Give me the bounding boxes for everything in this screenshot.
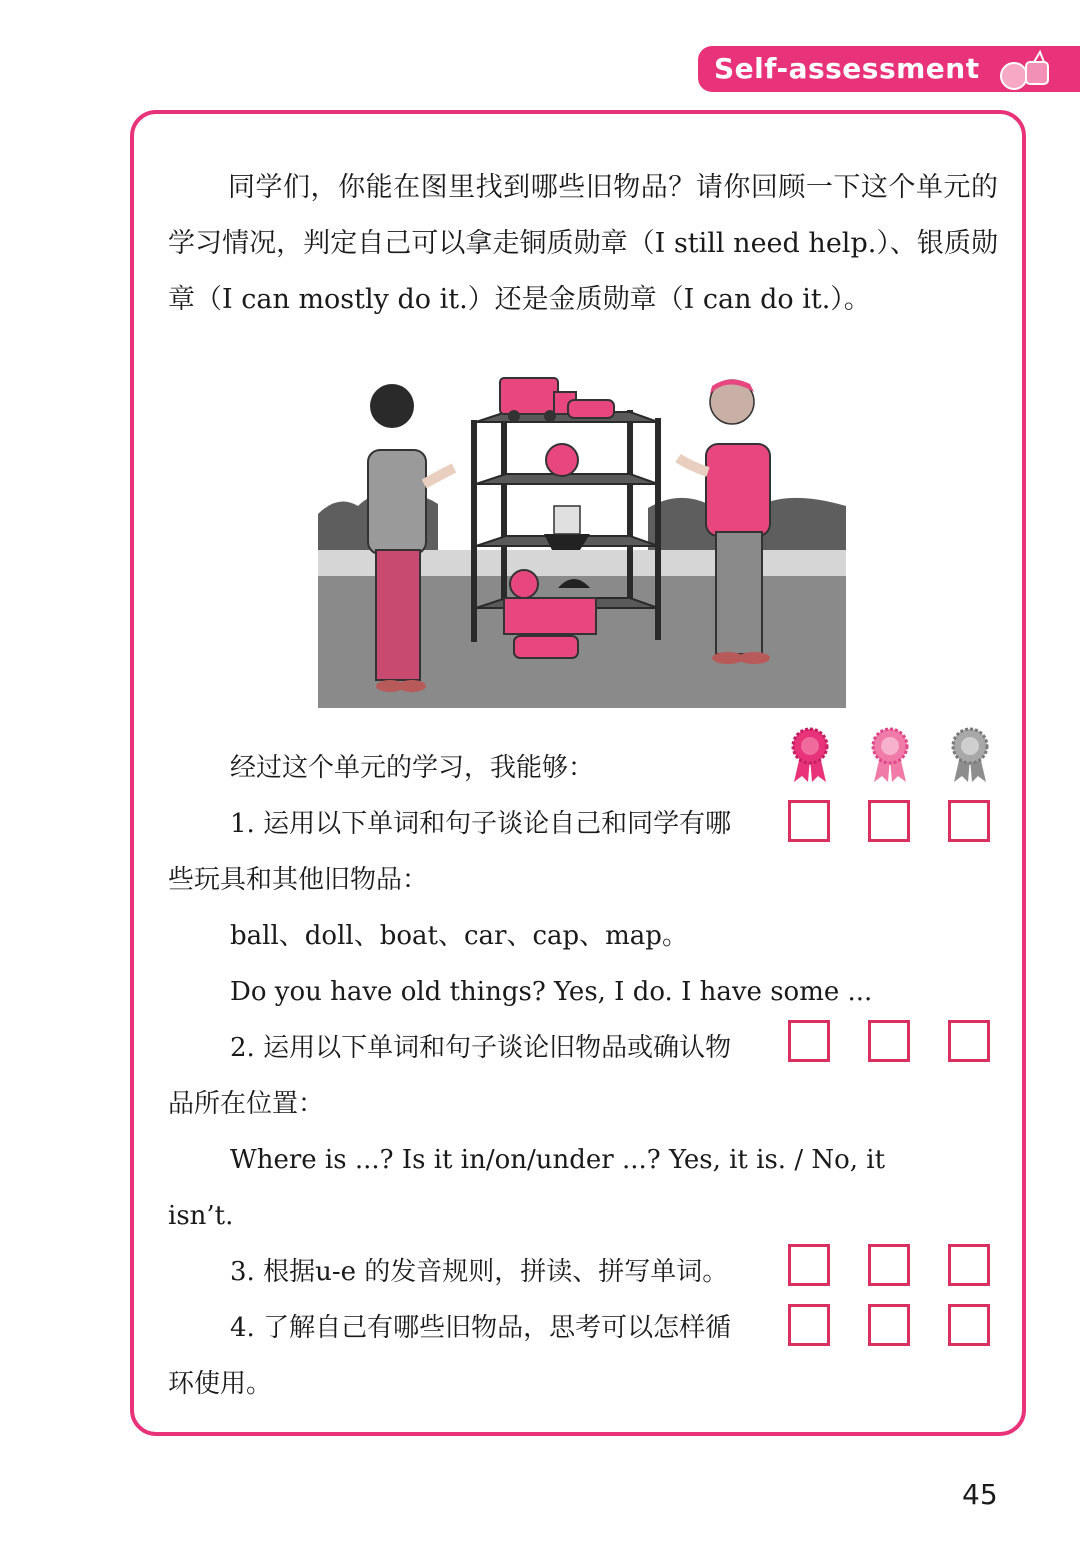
item-2-checkbox-bronze[interactable] <box>948 1020 990 1062</box>
item-1-line-1: 1. 运用以下单词和句子谈论自己和同学有哪 <box>230 809 732 839</box>
section-tab <box>698 46 1080 92</box>
item-2-sentence-b: isn’t. <box>168 1201 234 1231</box>
item-4-checkbox-gold[interactable] <box>788 1304 830 1346</box>
item-2-line-1: 2. 运用以下单词和句子谈论旧物品或确认物 <box>230 1033 732 1063</box>
intro-paragraph <box>168 160 998 328</box>
page-number: 45 <box>962 1478 998 1511</box>
item-3-checkbox-bronze[interactable] <box>948 1244 990 1286</box>
gold-medal-icon <box>788 726 832 784</box>
checklist-lead: 经过这个单元的学习，我能够： <box>230 753 595 783</box>
item-2-checkbox-silver[interactable] <box>868 1020 910 1062</box>
item-3-checkbox-silver[interactable] <box>868 1244 910 1286</box>
item-3-checkbox-gold[interactable] <box>788 1244 830 1286</box>
item-1-words: ball、doll、boat、car、cap、map。 <box>230 921 688 951</box>
item-1-sentence: Do you have old things? Yes, I do. I have some ... <box>230 977 873 1007</box>
item-3-line-1: 3. 根据u-e 的发音规则，拼读、拼写单词。 <box>230 1257 729 1287</box>
silver-medal-icon <box>868 726 912 784</box>
toys-icon <box>996 48 1056 90</box>
item-2-line-2: 品所在位置： <box>168 1089 325 1119</box>
illustration-old-toys <box>318 374 846 708</box>
intro-text: 同学们，你能在图里找到哪些旧物品？请你回顾一下这个单元的学习情况，判定自己可以拿走铜质勋章（I still need help.）、银质勋章（I can mostly do it.）还是金质勋章（I can do it.）。 <box>168 172 998 315</box>
item-1-checkbox-bronze[interactable] <box>948 800 990 842</box>
item-1-line-2: 些玩具和其他旧物品： <box>168 865 429 895</box>
item-1-checkbox-gold[interactable] <box>788 800 830 842</box>
item-2-checkbox-gold[interactable] <box>788 1020 830 1062</box>
item-2-sentence-a: Where is ...? Is it in/on/under ...? Yes, it is. / No, it <box>230 1145 886 1175</box>
bronze-medal-icon <box>948 726 992 784</box>
item-1-checkbox-silver[interactable] <box>868 800 910 842</box>
item-4-checkbox-silver[interactable] <box>868 1304 910 1346</box>
item-4-line-2: 环使用。 <box>168 1369 273 1399</box>
item-4-checkbox-bronze[interactable] <box>948 1304 990 1346</box>
item-4-line-1: 4. 了解自己有哪些旧物品，思考可以怎样循 <box>230 1313 732 1343</box>
section-title: Self-assessment <box>714 52 980 85</box>
